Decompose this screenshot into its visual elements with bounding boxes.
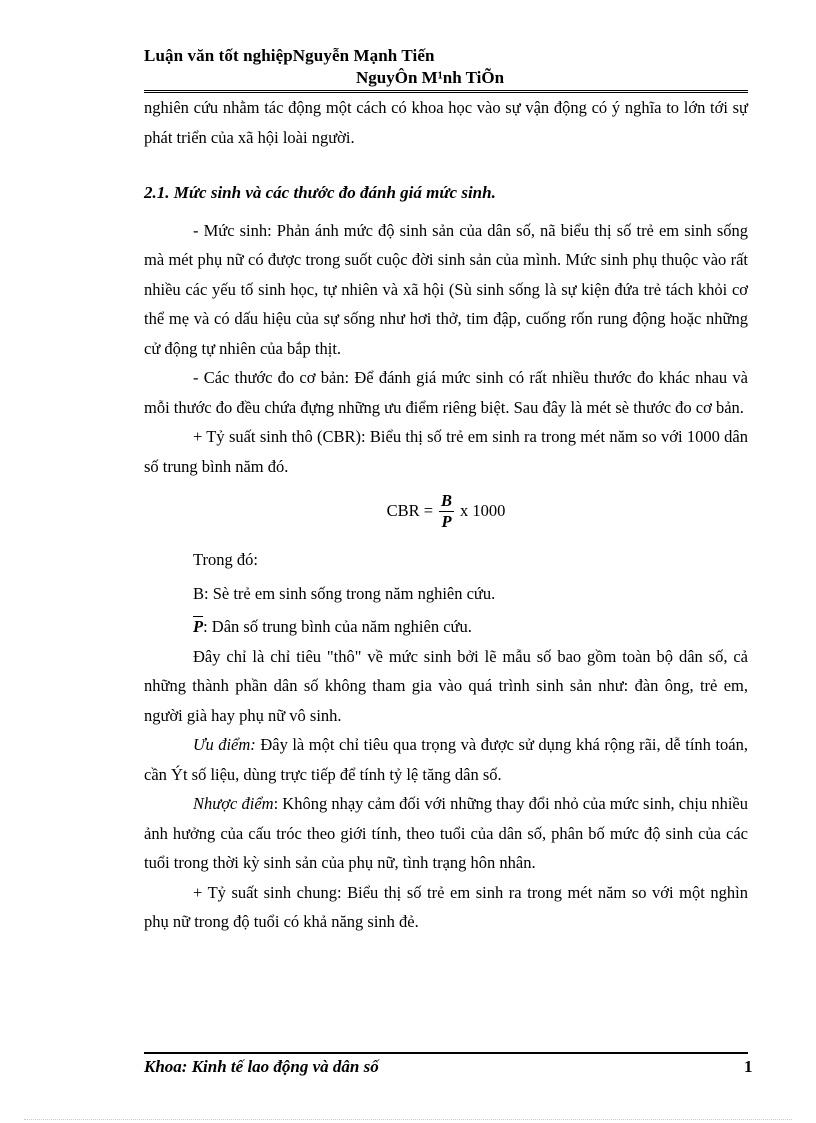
advantages-text: Đây là một chỉ tiêu qua trọng và được sử dụng khá rộng rãi, dễ tính toán, cần Ýt số liệu, dùng trực tiếp để tính tỷ lệ tăng dân số. (144, 735, 748, 784)
paragraph-advantages (144, 730, 748, 789)
paragraph-general-fertility: + Tỷ suất sinh chung: Biểu thị số trẻ em sinh ra trong mét năm so với một nghìn phụ nữ trong độ tuổi có khả năng sinh đẻ. (144, 882, 748, 931)
page-content (144, 93, 748, 937)
formula-fraction (439, 491, 454, 532)
formula-numerator: B (441, 490, 453, 510)
definition-b: B: Sè trẻ em sinh sống trong năm nghiên cứu. (193, 583, 496, 603)
definition-p-text: : Dân số trung bình của năm nghiên cứu. (203, 617, 472, 636)
cbr-formula (144, 483, 748, 539)
advantages-label: Ưu điểm: (193, 735, 256, 754)
paragraph-crude-note: Đây chỉ là chỉ tiêu "thô" về mức sinh bởi lẽ mẫu số bao gồm toàn bộ dân số, cả những thành phần dân số không tham gia vào quá trình sinh sản như: đàn ông, trẻ em, người già hay phụ nữ vô sinh. (144, 646, 748, 725)
where-label: Trong đó: (193, 550, 258, 569)
page-number: 1 (744, 1057, 753, 1076)
disadvantages-text: : Không nhạy cảm đối với những thay đổi nhỏ của mức sinh, chịu nhiều ảnh hưởng của cấu tróc theo giới tính, theo tuổi của dân số, phân bố mức độ sinh của các tuổi trong thời kỳ sinh sản của phụ nữ, tình trạng hôn nhân. (144, 794, 748, 872)
p-bar-symbol: $\overline{P}$ (193, 617, 204, 636)
footer-rule (144, 1052, 748, 1054)
paragraph-intro: nghiên cứu nhằm tác động một cách có khoa học vào sự vận động có ý nghĩa to lớn tới sự phát triển của xã hội loài người. (144, 98, 748, 147)
paragraph-cbr: + Tỷ suất sinh thô (CBR): Biểu thị số trẻ em sinh ra trong mét năm so với 1000 dân số trung bình năm đó. (144, 427, 748, 476)
formula-rhs: x 1000 (460, 501, 506, 521)
paragraph-disadvantages (144, 789, 748, 878)
header-line-1: Luận văn tốt nghiệpNguyễn Mạnh Tiến (144, 46, 435, 65)
paragraph-basic-measures: - Các thước đo cơ bản: Để đánh giá mức sinh có rất nhiều thước đo khác nhau và mỗi thước đo đều chứa đựng những ưu điểm riêng biệt. Sau đây là mét sè thước đo cơ bản. (144, 368, 748, 417)
formula-lhs: CBR = (386, 501, 434, 521)
header-line-2: NguyÔn M¹nh TiÕn (356, 68, 505, 87)
definition-p (144, 612, 748, 642)
paragraph-fertility: - Mức sinh: Phản ánh mức độ sinh sản của dân số, nã biểu thị số trẻ em sinh sống mà mét phụ nữ có được trong suốt cuộc đời sinh sản của mình. Mức sinh phụ thuộc vào rất nhiều các yếu tố sinh học, tự nhiên và xã hội (Sù sinh sống là sự kiện đứa trẻ tách khỏi cơ thể mẹ và có dấu hiệu của sự sống như hơi thở, tim đập, cuống rốn rung động hoặc những cử động tự nhiên của bắp thịt. (144, 220, 748, 358)
page-bottom-border (24, 1119, 792, 1120)
footer-department: Khoa: Kinh tế lao động và dân số (144, 1057, 379, 1076)
formula-denominator: P (441, 511, 452, 531)
section-title: 2.1. Mức sinh và các thước đo đánh giá mức sinh. (144, 183, 496, 202)
disadvantages-label: Nhược điểm (193, 794, 274, 813)
